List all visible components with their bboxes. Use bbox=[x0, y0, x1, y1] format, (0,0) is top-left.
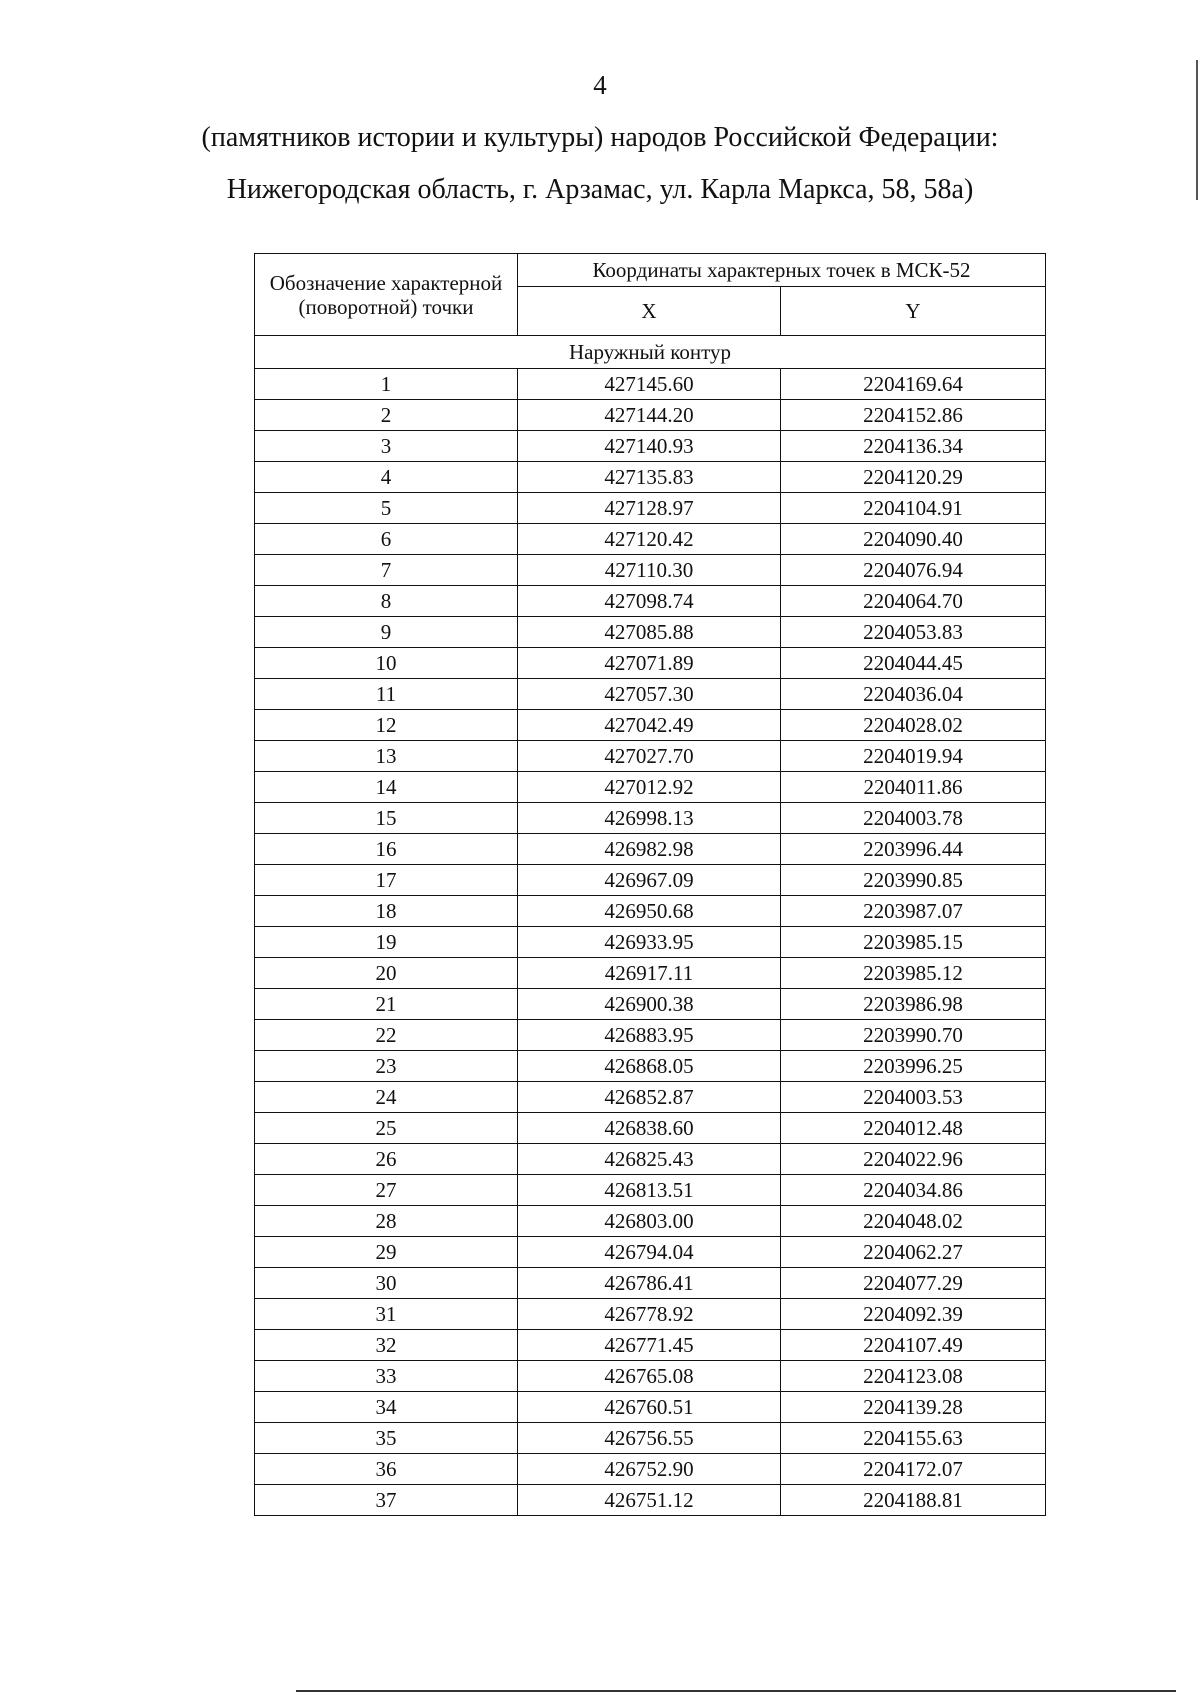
point-cell: 22 bbox=[255, 1020, 518, 1051]
table-row bbox=[255, 679, 1046, 710]
point-cell: 27 bbox=[255, 1175, 518, 1206]
table-row bbox=[255, 927, 1046, 958]
y-cell: 2204012.48 bbox=[781, 1113, 1046, 1144]
point-cell: 8 bbox=[255, 586, 518, 617]
point-cell: 9 bbox=[255, 617, 518, 648]
table-row bbox=[255, 1113, 1046, 1144]
y-cell: 2204139.28 bbox=[781, 1392, 1046, 1423]
x-cell: 427135.83 bbox=[518, 462, 781, 493]
point-cell: 6 bbox=[255, 524, 518, 555]
x-cell: 427057.30 bbox=[518, 679, 781, 710]
y-cell: 2204077.29 bbox=[781, 1268, 1046, 1299]
table-row bbox=[255, 524, 1046, 555]
point-cell: 5 bbox=[255, 493, 518, 524]
table-row bbox=[255, 865, 1046, 896]
x-cell: 427027.70 bbox=[518, 741, 781, 772]
x-column-header: X bbox=[518, 287, 781, 336]
y-cell: 2204123.08 bbox=[781, 1361, 1046, 1392]
table-row bbox=[255, 834, 1046, 865]
x-cell: 426813.51 bbox=[518, 1175, 781, 1206]
section-title: Наружный контур bbox=[255, 336, 1046, 369]
x-cell: 427110.30 bbox=[518, 555, 781, 586]
point-cell: 12 bbox=[255, 710, 518, 741]
table-row bbox=[255, 493, 1046, 524]
point-cell: 18 bbox=[255, 896, 518, 927]
x-cell: 426778.92 bbox=[518, 1299, 781, 1330]
y-cell: 2204053.83 bbox=[781, 617, 1046, 648]
point-cell: 3 bbox=[255, 431, 518, 462]
table-row bbox=[255, 1082, 1046, 1113]
x-cell: 427085.88 bbox=[518, 617, 781, 648]
table-row bbox=[255, 431, 1046, 462]
point-cell: 1 bbox=[255, 369, 518, 400]
section-row bbox=[255, 336, 1046, 369]
y-cell: 2203990.85 bbox=[781, 865, 1046, 896]
y-cell: 2204048.02 bbox=[781, 1206, 1046, 1237]
x-cell: 427071.89 bbox=[518, 648, 781, 679]
y-cell: 2204064.70 bbox=[781, 586, 1046, 617]
table-row bbox=[255, 462, 1046, 493]
point-cell: 25 bbox=[255, 1113, 518, 1144]
x-cell: 426756.55 bbox=[518, 1423, 781, 1454]
table-row bbox=[255, 1454, 1046, 1485]
table-row bbox=[255, 989, 1046, 1020]
point-cell: 7 bbox=[255, 555, 518, 586]
table-row bbox=[255, 1268, 1046, 1299]
heading-line-1: (памятников истории и культуры) народов Российской Федерации: bbox=[201, 122, 999, 153]
point-cell: 32 bbox=[255, 1330, 518, 1361]
y-cell: 2204011.86 bbox=[781, 772, 1046, 803]
point-cell: 34 bbox=[255, 1392, 518, 1423]
x-cell: 427098.74 bbox=[518, 586, 781, 617]
table-row bbox=[255, 1175, 1046, 1206]
point-cell: 26 bbox=[255, 1144, 518, 1175]
y-cell: 2204172.07 bbox=[781, 1454, 1046, 1485]
x-cell: 426786.41 bbox=[518, 1268, 781, 1299]
y-cell: 2204062.27 bbox=[781, 1237, 1046, 1268]
x-cell: 426998.13 bbox=[518, 803, 781, 834]
x-cell: 426825.43 bbox=[518, 1144, 781, 1175]
y-cell: 2204188.81 bbox=[781, 1485, 1046, 1516]
table-row bbox=[255, 1361, 1046, 1392]
x-cell: 426838.60 bbox=[518, 1113, 781, 1144]
point-cell: 29 bbox=[255, 1237, 518, 1268]
table-row bbox=[255, 1144, 1046, 1175]
y-cell: 2203996.25 bbox=[781, 1051, 1046, 1082]
y-cell: 2203986.98 bbox=[781, 989, 1046, 1020]
table-row bbox=[255, 896, 1046, 927]
heading-line-2: Нижегородская область, г. Арзамас, ул. Карла Маркса, 58, 58а) bbox=[226, 174, 974, 205]
x-cell: 427140.93 bbox=[518, 431, 781, 462]
table-row bbox=[255, 741, 1046, 772]
x-cell: 426900.38 bbox=[518, 989, 781, 1020]
x-cell: 426760.51 bbox=[518, 1392, 781, 1423]
y-cell: 2203987.07 bbox=[781, 896, 1046, 927]
point-cell: 36 bbox=[255, 1454, 518, 1485]
scan-edge-mark bbox=[1196, 60, 1198, 200]
y-cell: 2204036.04 bbox=[781, 679, 1046, 710]
point-cell: 17 bbox=[255, 865, 518, 896]
x-cell: 426752.90 bbox=[518, 1454, 781, 1485]
table-row bbox=[255, 1392, 1046, 1423]
point-cell: 20 bbox=[255, 958, 518, 989]
y-cell: 2203996.44 bbox=[781, 834, 1046, 865]
point-cell: 19 bbox=[255, 927, 518, 958]
table-row bbox=[255, 803, 1046, 834]
table-row bbox=[255, 400, 1046, 431]
y-cell: 2204034.86 bbox=[781, 1175, 1046, 1206]
x-cell: 426751.12 bbox=[518, 1485, 781, 1516]
point-cell: 33 bbox=[255, 1361, 518, 1392]
x-cell: 426967.09 bbox=[518, 865, 781, 896]
point-cell: 28 bbox=[255, 1206, 518, 1237]
y-cell: 2204019.94 bbox=[781, 741, 1046, 772]
x-cell: 426917.11 bbox=[518, 958, 781, 989]
point-cell: 11 bbox=[255, 679, 518, 710]
point-cell: 2 bbox=[255, 400, 518, 431]
table-row bbox=[255, 772, 1046, 803]
point-cell: 35 bbox=[255, 1423, 518, 1454]
table-row bbox=[255, 1206, 1046, 1237]
table-row bbox=[255, 1423, 1046, 1454]
y-cell: 2204169.64 bbox=[781, 369, 1046, 400]
y-cell: 2203985.12 bbox=[781, 958, 1046, 989]
y-cell: 2204152.86 bbox=[781, 400, 1046, 431]
point-cell: 30 bbox=[255, 1268, 518, 1299]
y-cell: 2203985.15 bbox=[781, 927, 1046, 958]
x-cell: 426933.95 bbox=[518, 927, 781, 958]
y-cell: 2204076.94 bbox=[781, 555, 1046, 586]
y-cell: 2204003.78 bbox=[781, 803, 1046, 834]
y-cell: 2204090.40 bbox=[781, 524, 1046, 555]
x-cell: 427120.42 bbox=[518, 524, 781, 555]
y-column-header: Y bbox=[781, 287, 1046, 336]
table-row bbox=[255, 1485, 1046, 1516]
table-row bbox=[255, 369, 1046, 400]
y-cell: 2204028.02 bbox=[781, 710, 1046, 741]
x-cell: 427145.60 bbox=[518, 369, 781, 400]
point-cell: 10 bbox=[255, 648, 518, 679]
table-row bbox=[255, 710, 1046, 741]
point-cell: 23 bbox=[255, 1051, 518, 1082]
page-number: 4 bbox=[593, 70, 607, 100]
y-cell: 2204022.96 bbox=[781, 1144, 1046, 1175]
table-row bbox=[255, 648, 1046, 679]
x-cell: 427012.92 bbox=[518, 772, 781, 803]
table-row bbox=[255, 1237, 1046, 1268]
x-cell: 426868.05 bbox=[518, 1051, 781, 1082]
y-cell: 2204003.53 bbox=[781, 1082, 1046, 1113]
y-cell: 2204120.29 bbox=[781, 462, 1046, 493]
point-cell: 37 bbox=[255, 1485, 518, 1516]
table-row bbox=[255, 958, 1046, 989]
x-cell: 426771.45 bbox=[518, 1330, 781, 1361]
y-cell: 2203990.70 bbox=[781, 1020, 1046, 1051]
y-cell: 2204104.91 bbox=[781, 493, 1046, 524]
x-cell: 427042.49 bbox=[518, 710, 781, 741]
x-cell: 426883.95 bbox=[518, 1020, 781, 1051]
point-cell: 15 bbox=[255, 803, 518, 834]
coordinates-table bbox=[254, 253, 1046, 1516]
x-cell: 426803.00 bbox=[518, 1206, 781, 1237]
point-cell: 16 bbox=[255, 834, 518, 865]
x-cell: 426950.68 bbox=[518, 896, 781, 927]
table-row bbox=[255, 617, 1046, 648]
table-row bbox=[255, 555, 1046, 586]
x-cell: 427144.20 bbox=[518, 400, 781, 431]
point-cell: 24 bbox=[255, 1082, 518, 1113]
table-row bbox=[255, 1330, 1046, 1361]
x-cell: 426852.87 bbox=[518, 1082, 781, 1113]
table-row bbox=[255, 1051, 1046, 1082]
point-cell: 13 bbox=[255, 741, 518, 772]
y-cell: 2204107.49 bbox=[781, 1330, 1046, 1361]
table-row bbox=[255, 1020, 1046, 1051]
point-column-header: Обозначение характерной (поворотной) точки bbox=[255, 254, 518, 336]
x-cell: 426765.08 bbox=[518, 1361, 781, 1392]
point-cell: 31 bbox=[255, 1299, 518, 1330]
x-cell: 426982.98 bbox=[518, 834, 781, 865]
table-header-row bbox=[255, 254, 1046, 287]
table-row bbox=[255, 586, 1046, 617]
bottom-rule bbox=[296, 1690, 1176, 1692]
point-cell: 4 bbox=[255, 462, 518, 493]
point-cell: 14 bbox=[255, 772, 518, 803]
y-cell: 2204136.34 bbox=[781, 431, 1046, 462]
point-cell: 21 bbox=[255, 989, 518, 1020]
y-cell: 2204092.39 bbox=[781, 1299, 1046, 1330]
x-cell: 427128.97 bbox=[518, 493, 781, 524]
y-cell: 2204155.63 bbox=[781, 1423, 1046, 1454]
y-cell: 2204044.45 bbox=[781, 648, 1046, 679]
table-row bbox=[255, 1299, 1046, 1330]
x-cell: 426794.04 bbox=[518, 1237, 781, 1268]
coordinates-header: Координаты характерных точек в МСК-52 bbox=[518, 254, 1046, 287]
